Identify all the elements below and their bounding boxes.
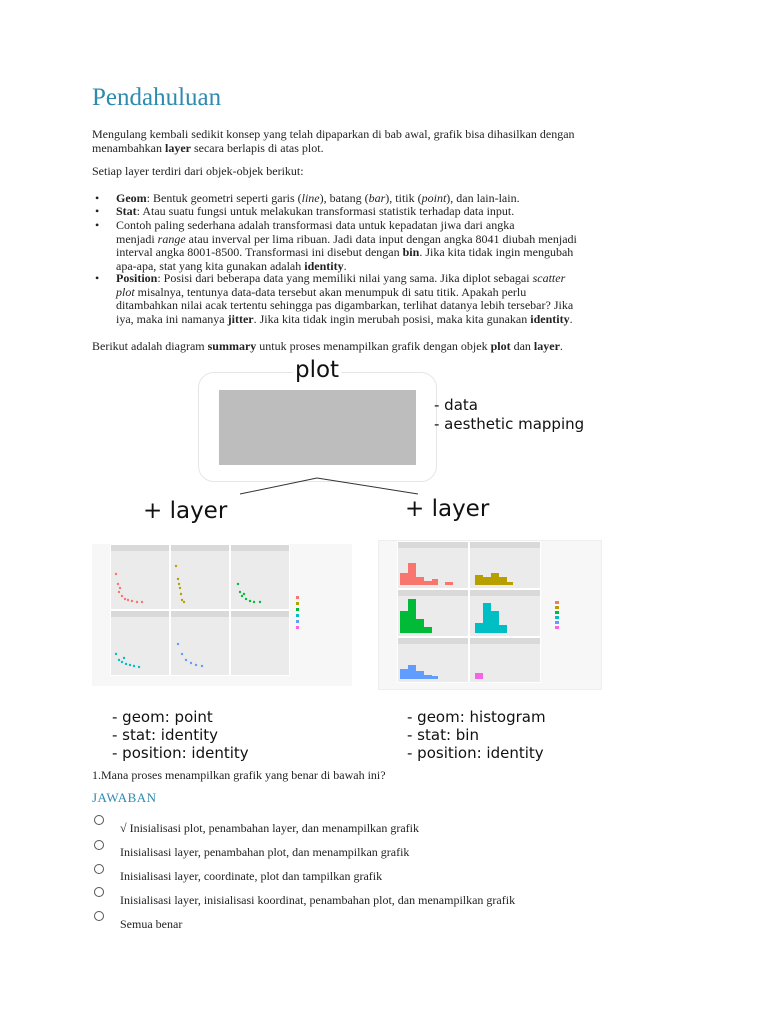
layer-objects-intro: Setiap layer terdiri dari objek-objek berikut: — [92, 164, 304, 178]
option-label-5: Semua benar — [120, 917, 183, 931]
connector-lines — [230, 476, 430, 496]
layer-right-label: + layer — [405, 496, 490, 522]
option-label-4: Inisialisasi layer, inisialisasi koordinat, penambahan plot, dan menampilkan grafik — [120, 893, 516, 907]
option-radio-1[interactable] — [94, 815, 104, 825]
option-radio-4[interactable] — [94, 887, 104, 897]
option-label-2: Inisialisasi layer, penambahan plot, dan menampilkan grafik — [120, 845, 410, 859]
option-radio-5[interactable] — [94, 911, 104, 921]
bullet-geom: • Geom: Bentuk geometri seperti garis (line), batang (bar), titik (point), dan lain-lain. — [116, 192, 664, 206]
left-layer-properties: - geom: point - stat: identity - position: identity — [112, 708, 249, 762]
bullet-position: • Position: Posisi dari beberapa data yang memiliki nilai yang sama. Jika diplot sebagai scatter plot misalnya, tentunya data-data tersebut akan menumpuk di satu titik. Apakah perlu ditambahkan nilai acak tertentu sehingga pas digambarkan, terlihat datanya lebih tersebar? Jika iya, maka ini namanya jitter. Jika kita tidak ingin merubah posisi, maka kita gunakan identity. — [116, 272, 664, 326]
plot-items: - data - aesthetic mapping — [434, 396, 585, 433]
question-text: 1.Mana proses menampilkan grafik yang benar di bawah ini? — [92, 768, 386, 782]
histogram-facet-thumbnail — [378, 540, 602, 690]
answer-heading: JAWABAN — [92, 790, 157, 805]
option-radio-2[interactable] — [94, 840, 104, 850]
option-label-1: √ Inisialisasi plot, penambahan layer, dan menampilkan grafik — [120, 821, 420, 835]
option-radio-3[interactable] — [94, 864, 104, 874]
bullet-contoh: • Contoh paling sederhana adalah transformasi data untuk kepadatan jiwa dari angka menjadi range atau inverval per lima ribuan. Jadi data input dengan angka 8041 diubah menjadi interval angka 8001-8500. Transformasi ini disebut dengan bin. Jika kita tidak ingin mengubah apa-apa, stat yang kita gunakan adalah identity. — [116, 219, 664, 273]
scatter-facet-thumbnail — [92, 544, 352, 686]
bullet-stat: • Stat: Atau suatu fungsi untuk melakukan transformasi statistik terhadap data input. — [116, 205, 664, 219]
diagram-intro: Berikut adalah diagram summary untuk proses menampilkan grafik dengan objek plot dan layer. — [92, 339, 563, 353]
plot-placeholder-box — [219, 390, 416, 465]
option-label-3: Inisialisasi layer, coordinate, plot dan tampilkan grafik — [120, 869, 383, 883]
intro-paragraph: Mengulang kembali sedikit konsep yang telah dipaparkan di bab awal, grafik bisa dihasilkan dengan menambahkan layer secara berlapis di atas plot. — [92, 127, 575, 155]
plot-title: plot — [295, 357, 340, 383]
right-layer-properties: - geom: histogram - stat: bin - position: identity — [407, 708, 546, 762]
layer-left-label: + layer — [143, 498, 228, 524]
page-title: Pendahuluan — [92, 84, 222, 111]
